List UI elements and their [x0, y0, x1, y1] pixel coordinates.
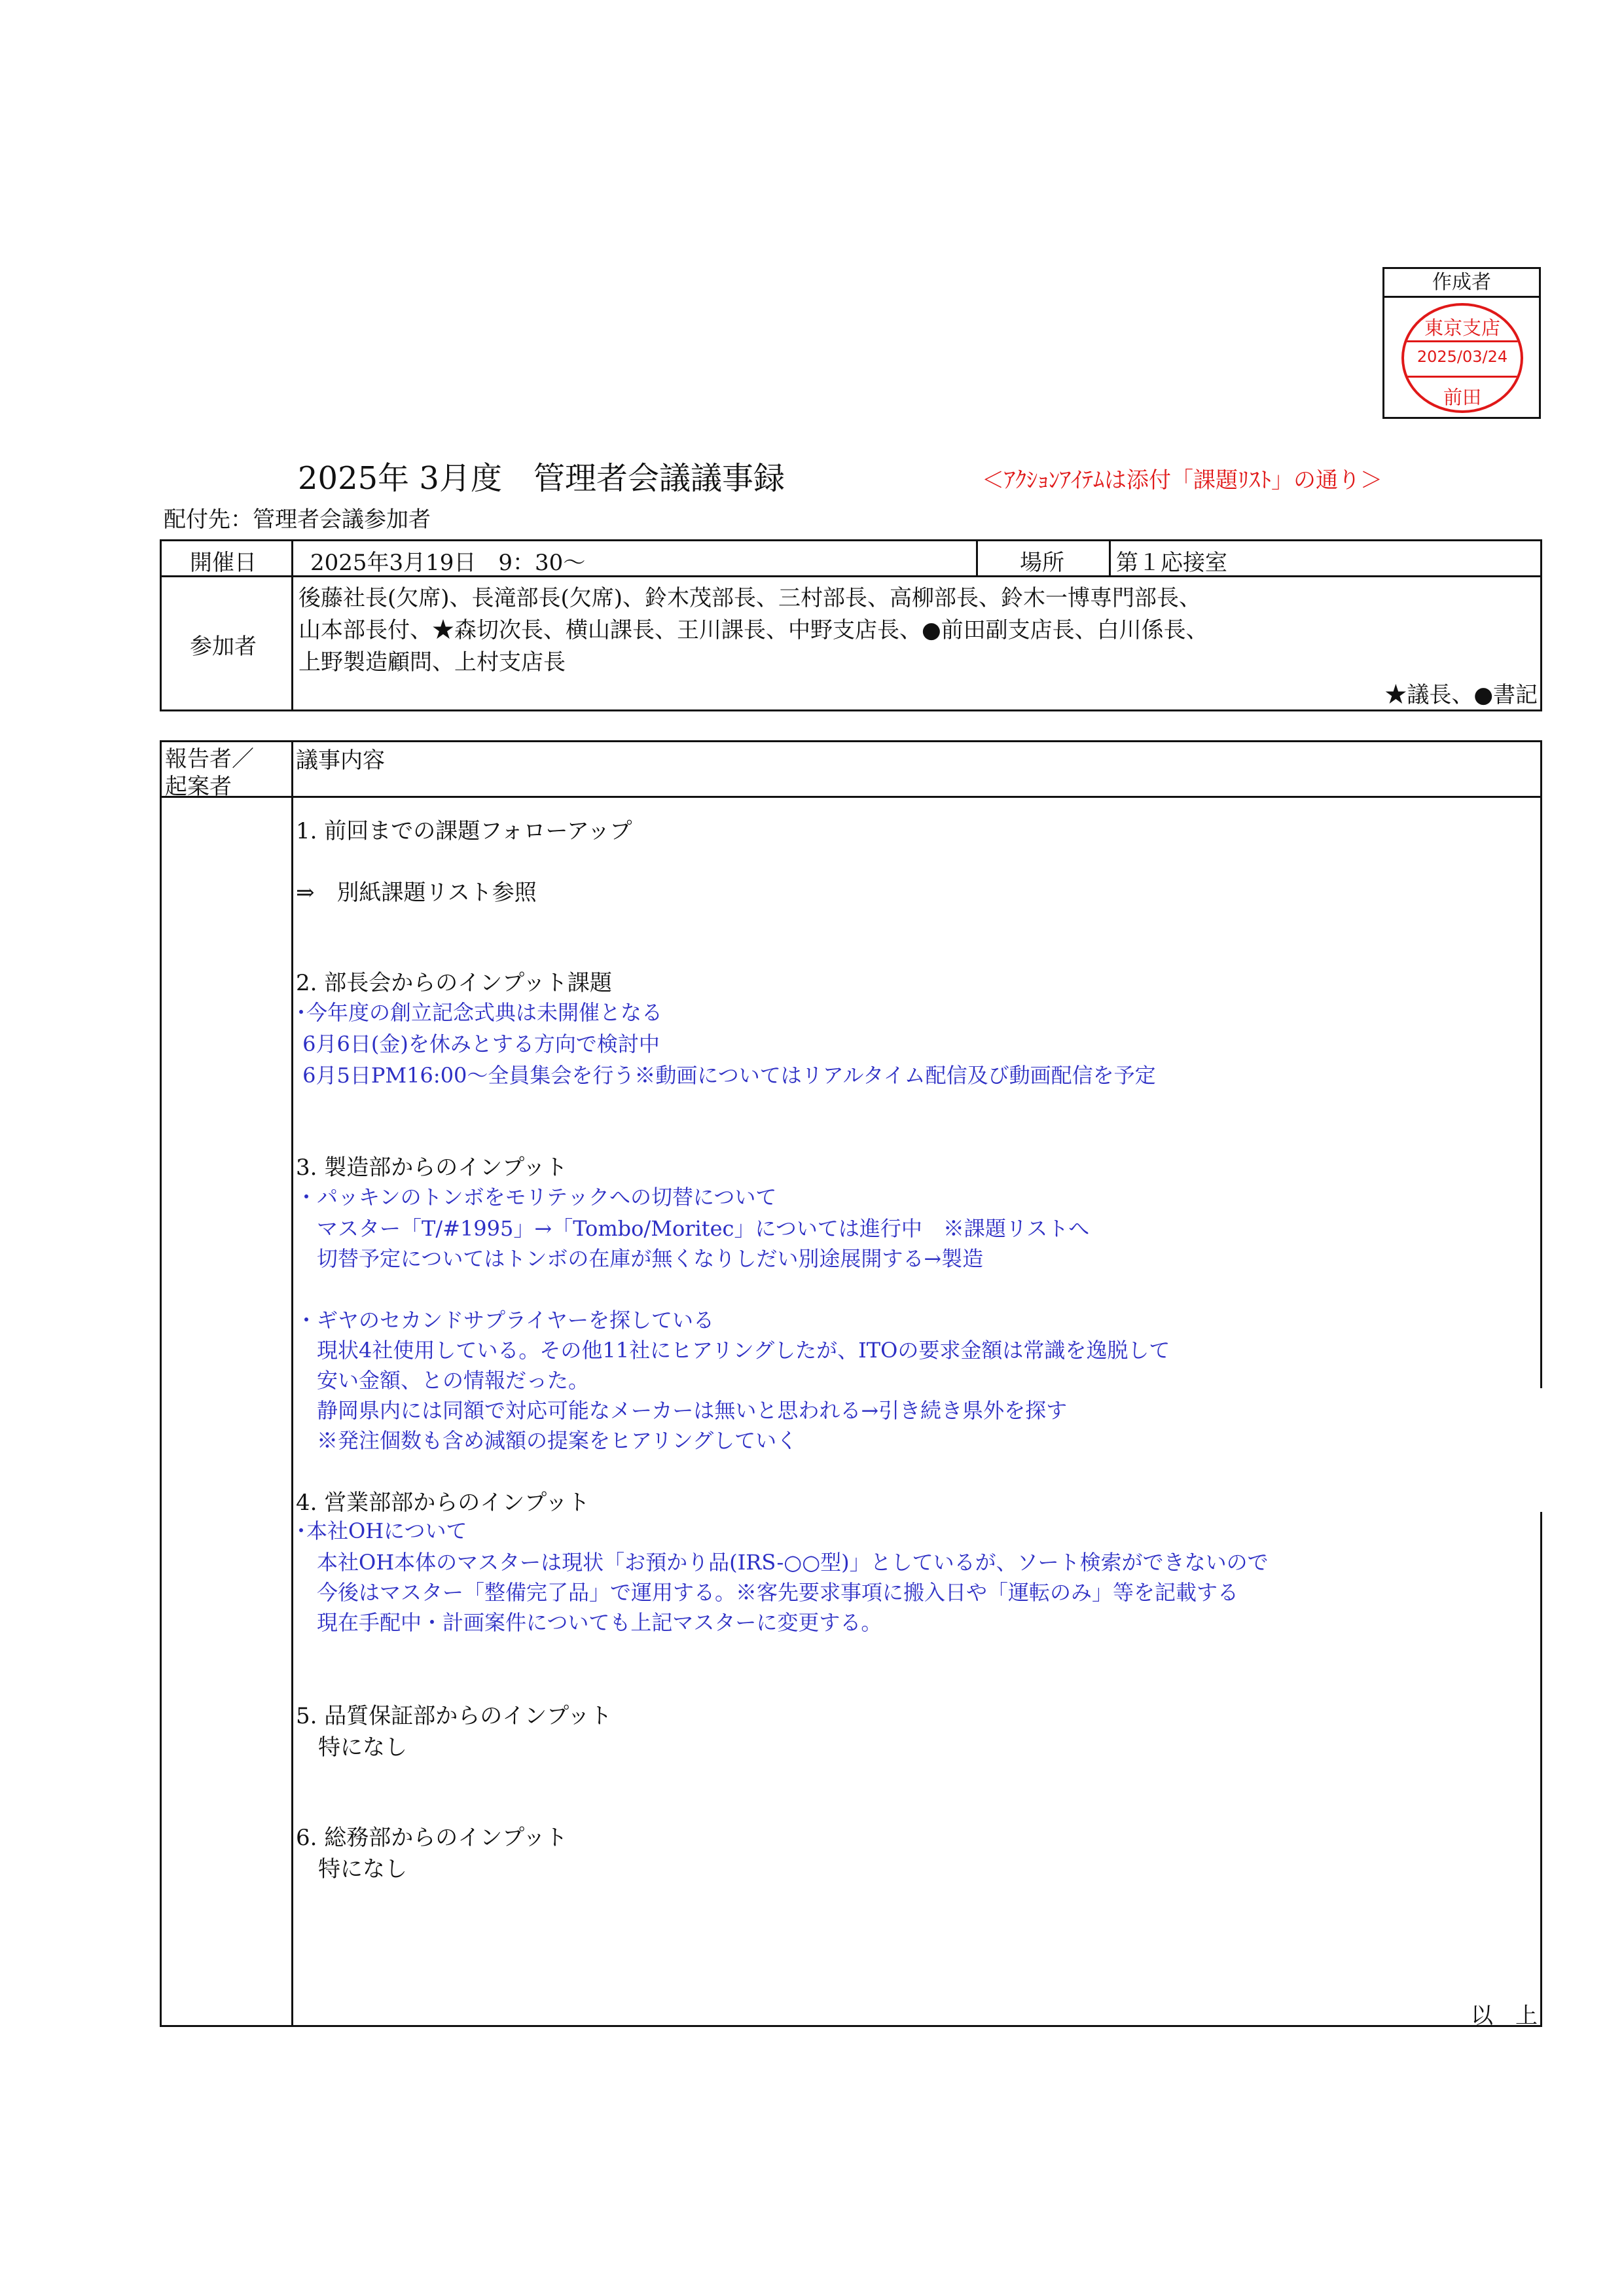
- stamp-divider: [1404, 340, 1521, 342]
- section-3-line: 安い金額、との情報だった。: [296, 1368, 590, 1393]
- stamp-branch: 東京支店: [1424, 317, 1500, 339]
- end-mark: 以 上: [1471, 2003, 1538, 2029]
- section-3-line: ・パッキンのトンボをモリテックへの切替について: [296, 1185, 777, 1210]
- distribution-line: 配付先：管理者会議参加者: [164, 507, 431, 533]
- section-6-heading: 6. 総務部からのインプット: [296, 1825, 568, 1851]
- reporter-header: 起案者: [165, 774, 232, 800]
- section-4-line: ･本社OHについて: [296, 1518, 467, 1543]
- section-4-line: 本社OH本体のマスターは現状「お預かり品(IRS-○○型)」としているが、ソート検索ができないので: [296, 1550, 1269, 1575]
- section-2-line: 6月5日PM16:00～全員集会を行う※動画についてはリアルタイム配信及び動画配信を予定: [296, 1063, 1156, 1088]
- section-2-heading: 2. 部長会からのインプット課題: [296, 970, 612, 996]
- section-6-body: 特になし: [296, 1856, 407, 1882]
- page-title: 2025年 3月度 管理者会議議事録: [298, 460, 785, 497]
- stamp-name: 前田: [1443, 386, 1481, 408]
- action-item-note: ＜ｱｸｼｮﾝｱｲﾃﾑは添付「課題ﾘｽﾄ」の通り＞: [982, 467, 1382, 493]
- approval-stamp: [1401, 303, 1523, 413]
- section-3-line: ※発注個数も含め減額の提案をヒアリングしていく: [296, 1428, 798, 1453]
- section-5-heading: 5. 品質保証部からのインプット: [296, 1703, 612, 1729]
- attendees-line: 後藤社長(欠席)、長滝部長(欠席)、鈴木茂部長、三村部長、高柳部長、鈴木一博専門部長、: [298, 585, 1202, 611]
- section-4-heading: 4. 営業部部からのインプット: [296, 1490, 590, 1516]
- attendees-line: 山本部長付、★森切次長、横山課長、王川課長、中野支店長、●前田副支店長、白川係長、: [298, 617, 1208, 643]
- section-2-line: ･今年度の創立記念式典は未開催となる: [296, 1000, 663, 1025]
- section-3-line: マスター「T/#1995」→「Tombo/Moritec」については進行中 ※課題リストへ: [296, 1216, 1090, 1241]
- section-3-line: ・ギヤのセカンドサプライヤーを探している: [296, 1308, 715, 1333]
- stamp-divider: [1404, 376, 1521, 378]
- date-label: 開催日: [190, 550, 257, 576]
- content-header: 議事内容: [296, 747, 385, 774]
- creator-box: [1382, 267, 1541, 419]
- section-3-line: 静岡県内には同額で対応可能なメーカーは無いと思われる→引き続き県外を探す: [296, 1398, 1068, 1423]
- section-3-line: 切替予定についてはトンボの在庫が無くなりしだい別途展開する→製造: [296, 1246, 984, 1271]
- section-2-line: 6月6日(金)を休みとする方向で検討中: [296, 1031, 660, 1056]
- section-4-line: 今後はマスター「整備完了品」で運用する。※客先要求事項に搬入日や「運転のみ」等を記載する: [296, 1580, 1239, 1605]
- creator-label: 作成者: [1384, 269, 1539, 298]
- section-1-heading: 1. 前回までの課題フォローアップ: [296, 818, 632, 844]
- date-value: 2025年3月19日 9：30～: [310, 550, 586, 576]
- stamp-date: 2025/03/24: [1416, 348, 1508, 366]
- section-3-heading: 3. 製造部からのインプット: [296, 1155, 568, 1181]
- place-label: 場所: [1020, 550, 1064, 576]
- section-1-reference: ⇒ 別紙課題リスト参照: [296, 880, 537, 906]
- attendees-line: 上野製造顧問、上村支店長: [298, 649, 566, 675]
- attendees-label: 参加者: [190, 634, 257, 660]
- reporter-header: 報告者／: [165, 746, 254, 772]
- place-value: 第１応接室: [1116, 550, 1227, 576]
- section-5-body: 特になし: [296, 1734, 407, 1761]
- section-3-line: 現状4社使用している。その他11社にヒアリングしたが、ITOの要求金額は常識を逸脱して: [296, 1338, 1170, 1363]
- section-4-line: 現在手配中・計画案件についても上記マスターに変更する。: [296, 1610, 882, 1635]
- role-legend: ★議長、●書記: [1384, 682, 1538, 708]
